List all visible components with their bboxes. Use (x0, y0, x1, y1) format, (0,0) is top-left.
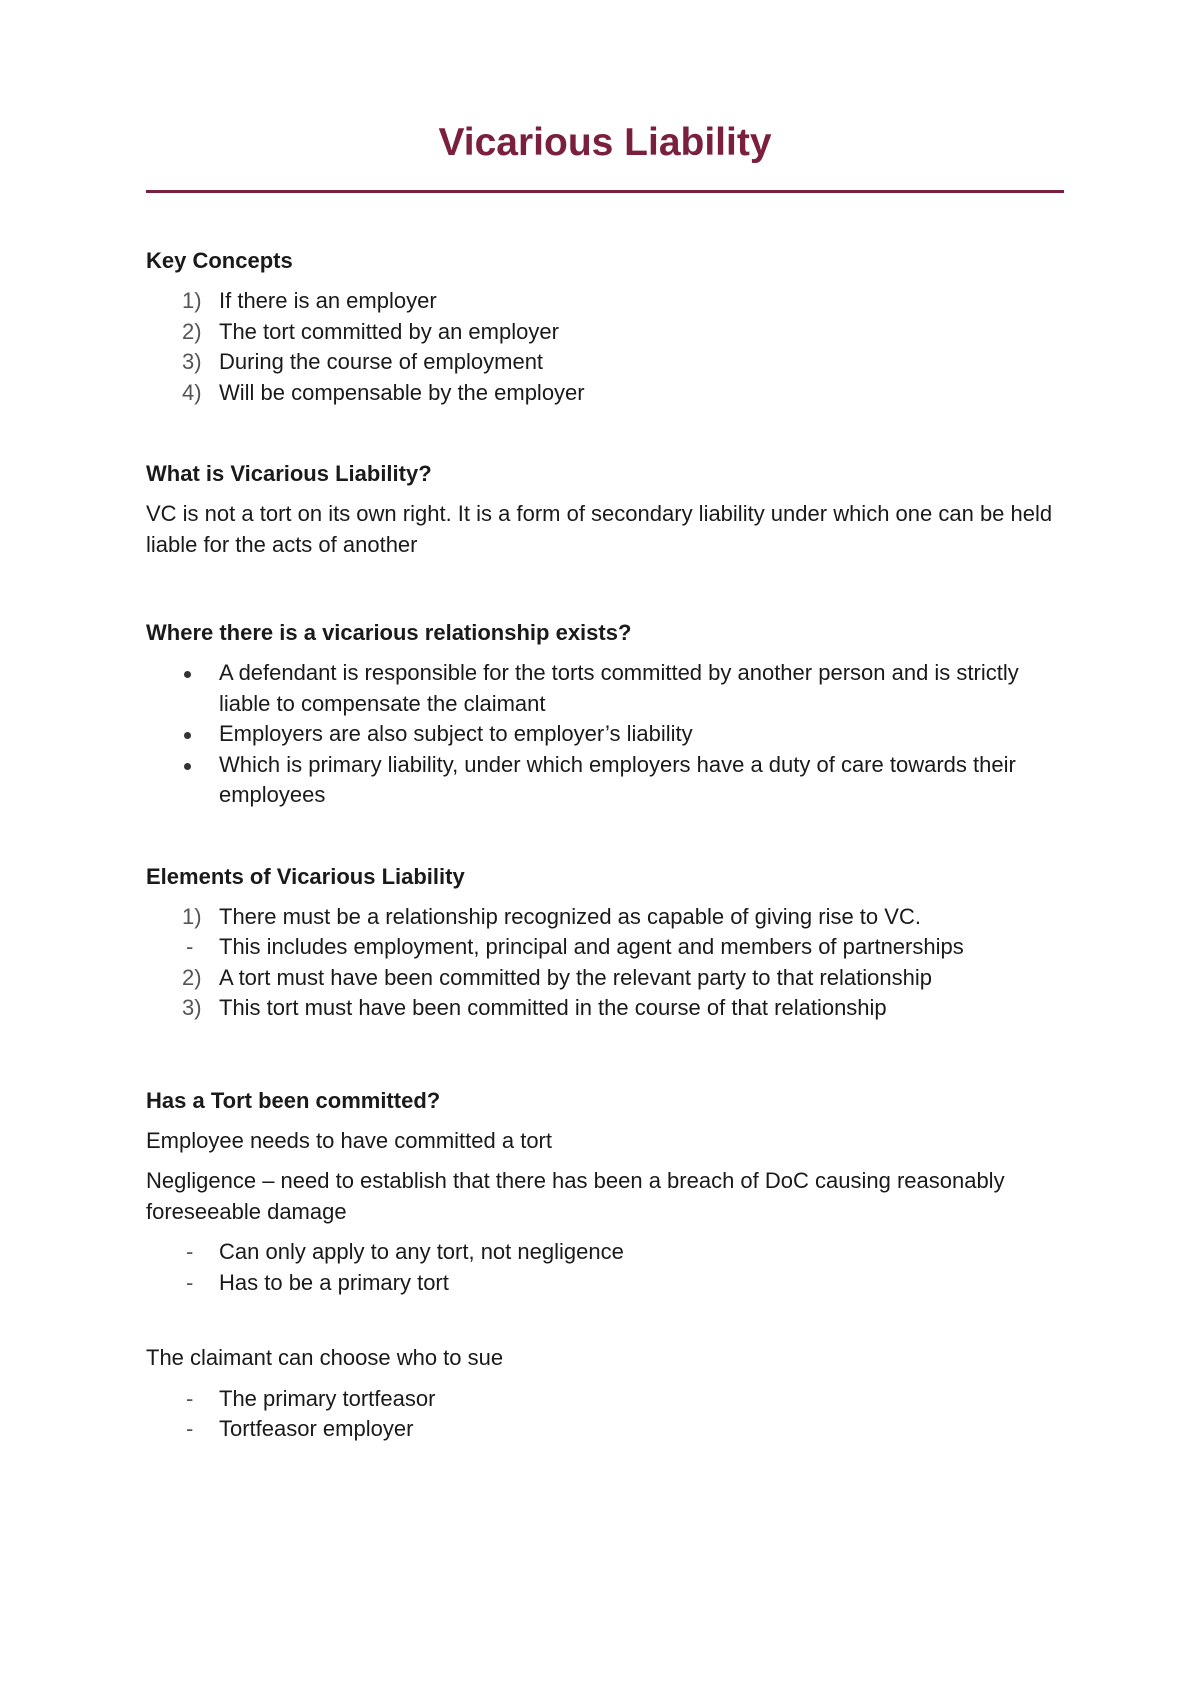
list-item (146, 932, 1064, 963)
list-item (146, 963, 1064, 994)
spacer (146, 1298, 1064, 1343)
list-item (146, 1384, 1064, 1415)
paragraph: Employee needs to have committed a tort (146, 1127, 552, 1153)
paragraph: VC is not a tort on its own right. It is a form of secondary liability under which one can be held liable for the acts of another (146, 501, 1053, 557)
list-item-text: There must be a relationship recognized as capable of giving rise to VC. (219, 903, 921, 929)
list-marker: 4) (182, 379, 202, 405)
list-item-text: Employers are also subject to employer’s liability (219, 721, 693, 746)
spacer (146, 811, 1064, 862)
list-item-text: During the course of employment (219, 349, 544, 374)
list-marker: 1) (182, 288, 202, 313)
list-marker: 2) (182, 318, 202, 344)
section-heading: Elements of Vicarious Liability (146, 863, 465, 889)
numbered-list (146, 902, 1064, 1024)
list-item-text: The tort committed by an employer (219, 318, 559, 344)
bullet-icon (184, 732, 191, 739)
list-marker: - (186, 1385, 194, 1411)
section-elements (146, 862, 1064, 1024)
list-item-text: This tort must have been committed in the course of that relationship (219, 995, 887, 1020)
list-marker: 2) (182, 964, 202, 990)
title-divider (146, 190, 1064, 193)
numbered-list (146, 286, 1064, 408)
section-tort-committed (146, 1086, 1064, 1299)
list-item-text: Can only apply to any tort, not negligence (219, 1239, 624, 1264)
list-item-text: Has to be a primary tort (219, 1269, 449, 1295)
list-item-text: If there is an employer (219, 288, 437, 313)
list-item (146, 1268, 1064, 1299)
list-marker: 3) (182, 349, 202, 374)
section-heading: Where there is a vicarious relationship exists? (146, 620, 632, 645)
section-where (146, 618, 1064, 811)
paragraph: The claimant can choose who to sue (146, 1345, 504, 1370)
dash-list (146, 1384, 1064, 1445)
list-marker: 3) (182, 995, 202, 1020)
section-what-is (146, 459, 1064, 560)
bullet-icon (184, 763, 191, 770)
list-item (146, 317, 1064, 348)
list-marker: 1) (182, 903, 202, 929)
list-item-text: A tort must have been committed by the relevant party to that relationship (219, 964, 932, 990)
list-item (146, 1414, 1064, 1445)
page-title: Vicarious Liability (438, 121, 772, 164)
spacer (146, 1024, 1064, 1086)
section-claimant (146, 1343, 1064, 1445)
list-item (146, 286, 1064, 317)
list-item-text: Will be compensable by the employer (219, 379, 585, 405)
section-heading: Has a Tort been committed? (146, 1087, 441, 1113)
paragraph: Negligence – need to establish that there has been a breach of DoC causing reasonably foreseeable damage (146, 1168, 1005, 1224)
list-item (146, 378, 1064, 409)
list-marker: - (186, 1269, 194, 1295)
list-item (146, 750, 1064, 811)
list-item-text: This includes employment, principal and agent and members of partnerships (219, 934, 964, 959)
list-item-text: A defendant is responsible for the torts committed by another person and is strictly liable to compensate the claimant (219, 660, 1019, 716)
list-item (146, 1237, 1064, 1268)
dash-list (146, 1237, 1064, 1298)
list-item (146, 658, 1064, 719)
section-key-concepts (146, 246, 1064, 408)
list-item-text: Which is primary liability, under which employers have a duty of care towards their employees (219, 751, 1016, 807)
section-heading: Key Concepts (146, 248, 293, 273)
list-marker: - (186, 1416, 194, 1441)
document-content (146, 246, 1064, 1445)
list-item (146, 902, 1064, 933)
spacer (146, 570, 1064, 618)
bullet-icon (184, 671, 191, 678)
list-marker: - (186, 934, 194, 959)
section-heading: What is Vicarious Liability? (146, 461, 432, 486)
list-item (146, 347, 1064, 378)
list-marker: - (186, 1239, 194, 1264)
list-item-text: Tortfeasor employer (219, 1416, 414, 1441)
list-item (146, 993, 1064, 1024)
list-item (146, 719, 1064, 750)
list-item-text: The primary tortfeasor (219, 1385, 436, 1411)
spacer (146, 408, 1064, 459)
bullet-list (146, 658, 1064, 811)
